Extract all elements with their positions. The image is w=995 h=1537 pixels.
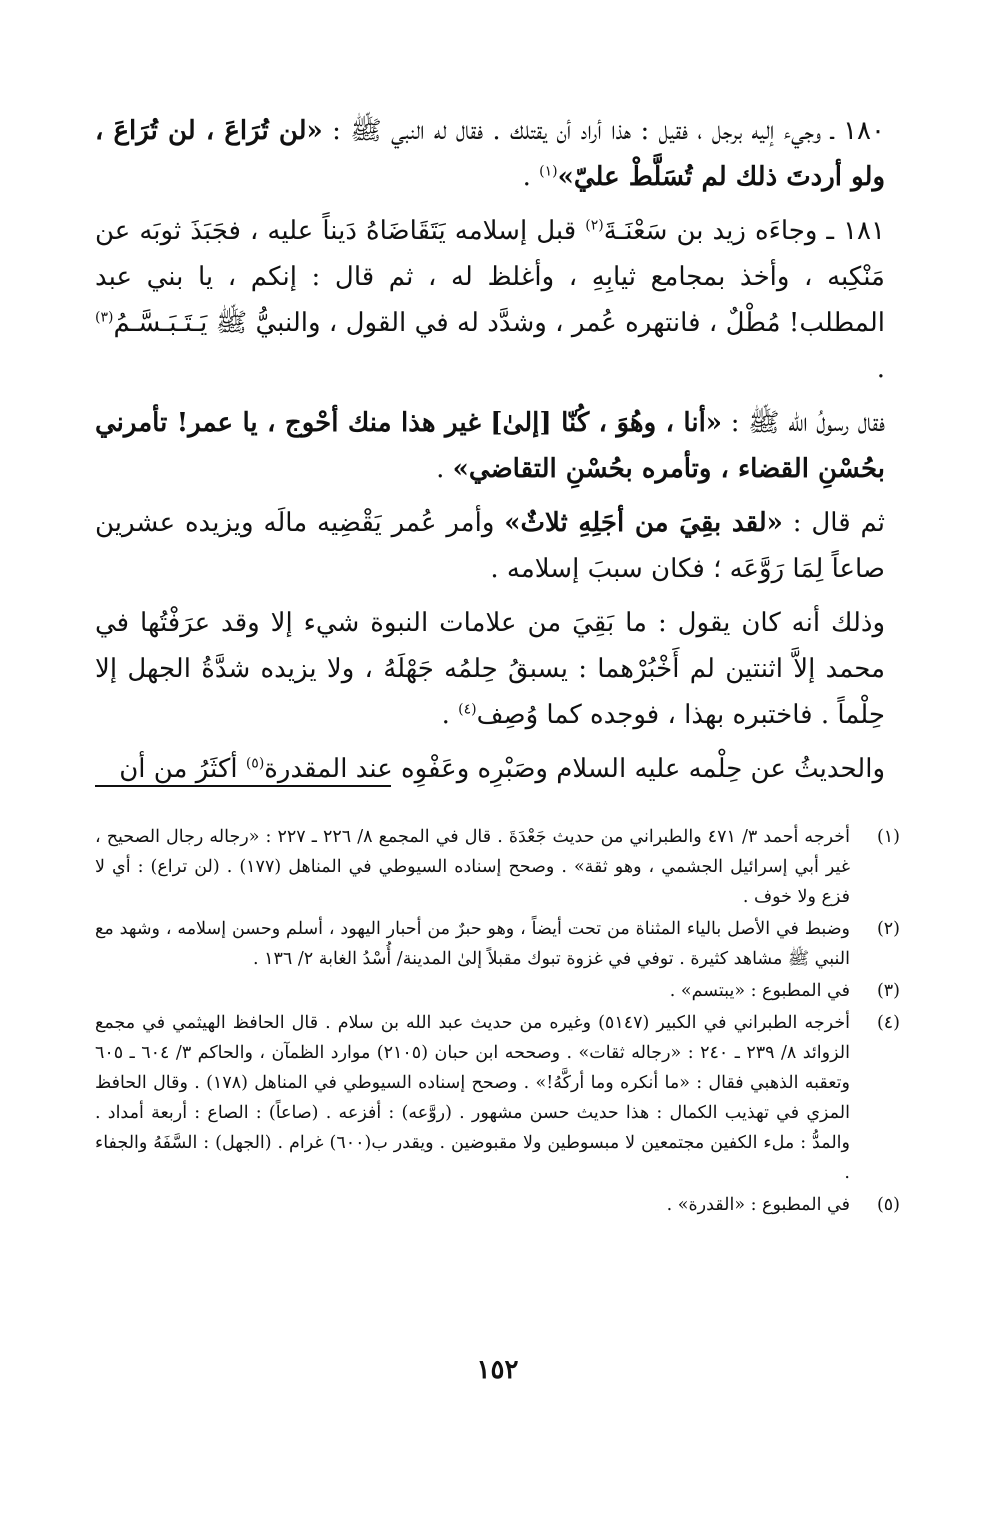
footnote-ref[interactable]: (٥)	[245, 755, 265, 772]
footnote-item	[95, 822, 900, 912]
footnote-number: (١)	[876, 827, 900, 847]
footnote-text: أخرجه الطبراني في الكبير (٥١٤٧) وغيره من حديث عبد الله بن سلام . قال الحافظ الهيثمي في مجمع الزوائد ٨/ ٢٣٩ ـ ٢٤٠ : «رجاله ثقات» . وصححه ابن حبان (٢١٠٥) موارد الظمآن ، والحاكم ٣/ ٦٠٤ ـ ٦٠٥ وتعقبه الذهبي فقال : «ما أنكره وما أركَّهُ!» . وصحح إسناده السيوطي في المناهل (١٧٨) . وقال الحافظ المزي في تهذيب الكمال : هذا حديث حسن مشهور . (روَّعه) : أفزعه . (صاعاً) : الصاع : أربعة أمداد . والمدُّ : ملء الكفين مجتمعين لا مبسوطين ولا مقبوضين . ويقدر ب(٦٠٠) غرام . (الجهل) : السَّفَهُ والجفاء .	[95, 1013, 850, 1183]
footnote-number: (٤)	[876, 1013, 900, 1033]
footnote-number: (٢)	[876, 919, 900, 939]
footnote-text: وضبط في الأصل بالياء المثناة من تحت أيضاً ، وهو حبرٌ من أحبار اليهود ، أسلم وحسن إسلامه ، وشهد مع النبي ﷺ مشاهد كثيرة . توفي في غزوة تبوك مقبلاً إلىٰ المدينة/ أُسْدُ الغابة ٢/ ١٣٦ .	[95, 919, 850, 969]
footnote-text: أخرجه أحمد ٣/ ٤٧١ والطبراني من حديث جَعْدَةَ . قال في المجمع ٨/ ٢٢٦ ـ ٢٢٧ : «رجاله رجال الصحيح ، غير أبي إسرائيل الجشمي ، وهو ثقة» . وصحح إسناده السيوطي في المناهل (١٧٧) . (لن تراع) : أي لا فزع ولا خوف .	[95, 827, 850, 907]
footnote-ref[interactable]: (٢)	[585, 217, 604, 234]
paragraph-text: فقال رسولُ الله ﷺ :	[722, 408, 885, 438]
paragraph-180: ١٨٠ ـ وجيء إليه برجل ، فقيل : هذا أراد أن يقتلك . فقال له النبي ﷺ : «لن تُرَاعَ ، لن تُرَاعَ ، ولو أردتَ ذلك لم تُسَلَّطْ عليّ»$^{(١)}$ .	[95, 116, 885, 192]
footnotes	[95, 822, 900, 1222]
paragraph-then: ثم قال : «لقد بقِيَ من أجَلِهِ ثلاثٌ» وأمر عُمر يَقْضِيه مالَه ويزيده عشرين صاعاً لِمَا رَوَّعَه ؛ فكان سببَ إسلامه .	[95, 508, 886, 584]
footnote-ref[interactable]: (٣)	[95, 309, 114, 326]
paragraph-text: وذلك أنه كان يقول : ما بَقِيَ من علامات النبوة شيء إلا وقد عرَفْتُها في محمد إلاَّ اثنتين لم أَخْبُرْهما : يسبقُ حِلمُه جَهْلَهُ ، ولا يزيده شدَّةُ الجهل إلا حِلْماً . فاختبره بهذا ، فوجده كما وُصِف	[95, 608, 885, 730]
footnote-divider	[95, 785, 391, 787]
hadith-quote: «أنا ، وهُوَ ، كُنّا [إلىٰ] غير هذا منك أحْوج ، يا عمر! تأمرني بحُسْنِ القضاء ، وتأمره بحُسْنِ التقاضي»	[95, 408, 885, 484]
page-number: ١٥٢	[476, 1355, 519, 1385]
footnote-number: (٥)	[876, 1195, 900, 1215]
footnote-item	[95, 1008, 900, 1188]
paragraph-text: ١٨١ ـ وجاءَه زيد بن سَعْنَـةَ	[603, 216, 885, 246]
paragraph-text: والحديثُ عن حِلْمه عليه السلام وصَبْرِه وعَفْوِه عند المقدرة	[264, 754, 885, 784]
paragraph-hilm: والحديثُ عن حِلْمه عليه السلام وصَبْرِه وعَفْوِه عند المقدرة$^{(٥)}$ أكثَرُ من أن	[119, 754, 885, 784]
paragraph-text: ١٨٠ ـ وجيء إليه برجل ، فقيل : هذا أراد أن يقتلك . فقال له النبي ﷺ :	[322, 116, 885, 146]
footnote-item	[95, 1190, 900, 1220]
paragraph-181: ١٨١ ـ وجاءَه زيد بن سَعْنَـةَ$^{(٢)}$ قبل إسلامه يَتَقَاضَاهُ دَيناً عليه ، فجَبَذَ ثوبَه عن مَنْكِبه ، وأخذ بمجامع ثيابِهِ ، وأغلظ له ، ثم قال : إنكم ، يا بني عبد المطلب! مُطْلٌ ، فانتهره عُمر ، وشدَّد له في القول ، والنبيُّ ﷺ يَـتَـبَـسَّـمُ$^{(٣)}$ .	[95, 216, 885, 384]
hadith-quote: «لن تُرَاعَ ، لن تُرَاعَ ، ولو أردتَ ذلك لم تُسَلَّطْ عليّ»	[95, 116, 885, 192]
paragraph-text: ثم قال :	[782, 508, 886, 538]
footnote-text: في المطبوع : «القدرة» .	[666, 1195, 850, 1215]
paragraph-signs: وذلك أنه كان يقول : ما بَقِيَ من علامات النبوة شيء إلا وقد عرَفْتُها في محمد إلاَّ اثنتين لم أَخْبُرْهما : يسبقُ حِلمُه جَهْلَهُ ، ولا يزيده شدَّةُ الجهل إلا حِلْماً . فاختبره بهذا ، فوجده كما وُصِف$^{(٤)}$ .	[95, 608, 885, 730]
footnote-item	[95, 914, 900, 974]
footnote-text: في المطبوع : «يبتسم» .	[669, 981, 850, 1001]
main-text	[95, 108, 885, 800]
paragraph-reply: فقال رسولُ الله ﷺ : «أنا ، وهُوَ ، كُنّا [إلىٰ] غير هذا منك أحْوج ، يا عمر! تأمرني بحُسْنِ القضاء ، وتأمره بحُسْنِ التقاضي» .	[95, 408, 885, 484]
footnote-ref[interactable]: (٤)	[458, 701, 477, 718]
footnote-item	[95, 976, 900, 1006]
footnote-ref[interactable]: (١)	[539, 163, 558, 180]
footnote-number: (٣)	[876, 981, 900, 1001]
hadith-quote: «لقد بقِيَ من أجَلِهِ ثلاثٌ»	[504, 508, 783, 538]
